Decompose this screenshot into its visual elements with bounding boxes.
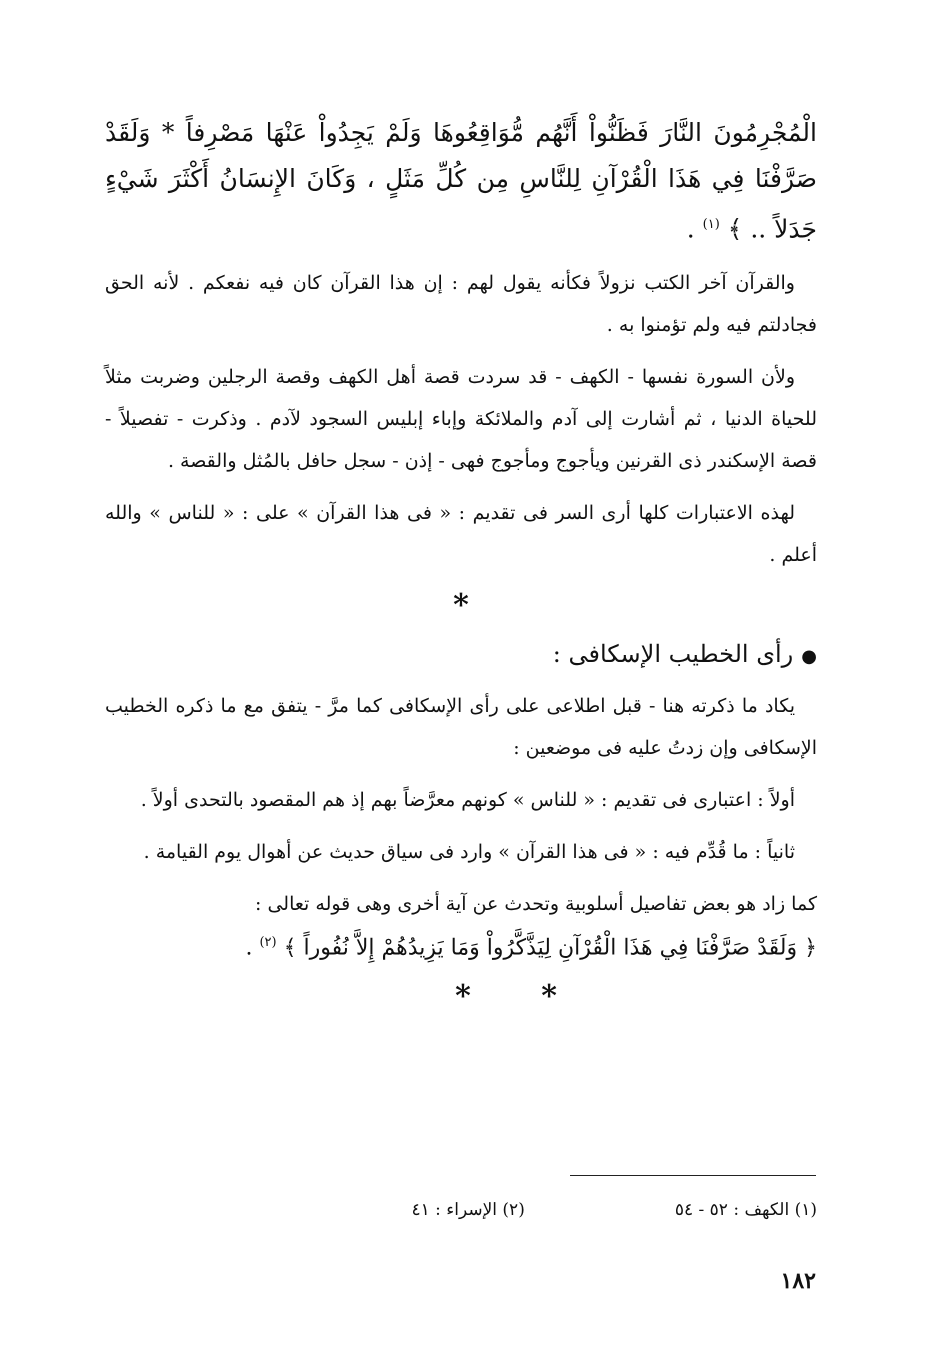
page-body <box>105 110 817 1023</box>
footnote-rule <box>570 1175 816 1176</box>
quran-verse-top <box>105 110 817 252</box>
section-divider-star: * <box>453 588 469 624</box>
paragraph-4: يكاد ما ذكرته هنا - قبل اطلاعى على رأى الإسكافى كما مرَّ - يتفق مع ما ذكره الخطيب الإسكافى وإن زدتُ عليه فى موضعين : <box>105 695 817 760</box>
bullet-icon: ● <box>801 646 817 668</box>
paragraph-1: والقرآن آخر الكتب نزولاً فكأنه يقول لهم : إن هذا القرآن كان فيه نفعكم . لأنه الحق فجادلتم فيه ولم تؤمنوا به . <box>105 272 817 337</box>
verse-bottom-text: ﴿ وَلَقَدْ صَرَّفْنَا فِي هَذَا الْقُرْآنِ لِيَذَّكَّرُواْ وَمَا يَزِيدُهُمْ إِلاَّ نُفُوراً ﴾ <box>283 935 817 961</box>
paragraph-2: ولأن السورة نفسها - الكهف - قد سردت قصة أهل الكهف وقصة الرجلين وضربت مثلاً للحياة الدنيا ، ثم أشارت إلى آدم والملائكة وإباء إبليس السجود لآدم . وذكرت - تفصيلاً - قصة الإسكندر ذى القرنين ويأجوج ومأجوج فهى - إذن - سجل حافل بالمُثل والقصة . <box>105 366 817 473</box>
end-divider-stars: * * <box>455 978 587 1014</box>
paragraph-7 <box>105 883 817 925</box>
quran-verse-bottom <box>105 925 817 966</box>
paragraph-5: أولاً : اعتبارى فى تقديم : « للناس » كونهم معرَّضاً بهم إذ هم المقصود بالتحدى أولاً . <box>140 789 795 812</box>
verse-top-text: الْمُجْرِمُونَ النَّارَ فَظَنُّواْ أَنَّهُم مُّوَاقِعُوهَا وَلَمْ يَجِدُواْ عَنْهَا مَصْرِفاً * وَلَقَدْ صَرَّفْنَا فِي هَذَا الْقُرْآنِ لِلنَّاسِ مِن كُلِّ مَثَلٍ ، وَكَانَ الإِنسَانُ أَكْثَرَ شَيْءٍ جَدَلاً .. ﴾ <box>105 118 818 244</box>
verse-top-footnote-ref: (١) <box>702 217 720 232</box>
paragraph-6: ثانياً : ما قُدِّم فيه : « فى هذا القرآن » وارد فى سياق حديث عن أهوال يوم القيامة . <box>143 841 795 864</box>
footnote-1: (١) الكهف : ٥٢ - ٥٤ <box>674 1200 817 1220</box>
verse-bottom-end: . <box>245 935 253 961</box>
heading-text: رأى الخطيب الإسكافى : <box>552 640 794 669</box>
verse-bottom-footnote-ref: (٢) <box>259 935 277 951</box>
section-heading <box>105 632 817 679</box>
verse-top-end: . <box>686 214 695 244</box>
paragraph-7-text: كما زاد هو بعض تفاصيل أسلوبية وتحدث عن آية أخرى وهى قوله تعالى : <box>255 893 817 916</box>
paragraph-3: لهذه الاعتبارات كلها أرى السر فى تقديم : « فى هذا القرآن » على : « للناس » والله أعلم . <box>105 502 817 567</box>
page-number: ١٨٢ <box>780 1268 816 1294</box>
footnotes <box>105 1195 817 1225</box>
footnote-2: (٢) الإسراء : ٤١ <box>411 1200 525 1220</box>
